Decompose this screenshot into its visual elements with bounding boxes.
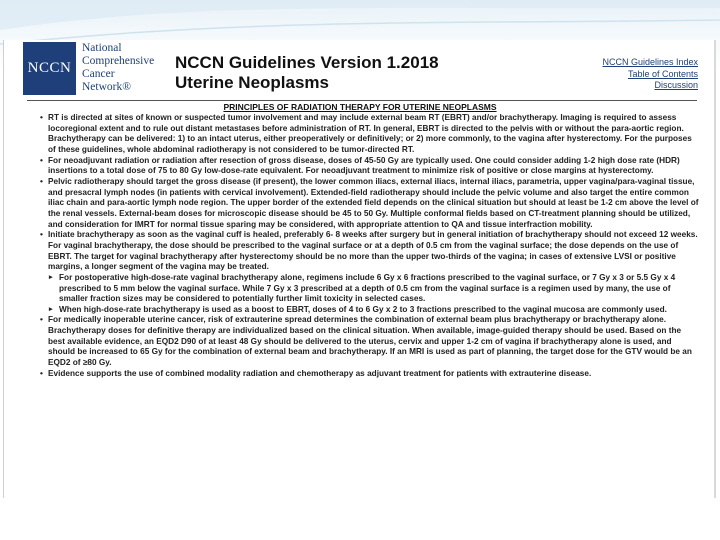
- principle-bullet: • Evidence supports the use of combined modality radiation and chemotherapy as adjuvant treatment for patients with extrauterine disease.: [40, 369, 700, 380]
- navigation-links: [602, 57, 698, 92]
- section-title: PRINCIPLES OF RADIATION THERAPY FOR UTERINE NEOPLASMS: [223, 102, 497, 112]
- organization-name: [82, 42, 172, 94]
- principle-bullet: • For medically inoperable uterine cancer, risk of extrauterine spread determines the combination of external beam plus brachytherapy or brachytherapy alone. Brachytherapy doses for definitive therapy are individualized based on the clinical situation. When available, image-guided therapy should be used. Based on the best available evidence, an EQD2 D90 of at least 48 Gy should be delivered to the uterus, cervix and upper 1-2 cm of vagina if brachytherapy alone is used, and should be increased to 65 Gy for the combination of external beam and brachytherapy. If an MRI is used as part of planning, the target dose for the GTV would be an EQD2 of ≥80 Gy.: [40, 315, 700, 368]
- guidelines-version-title: NCCN Guidelines Version 1.2018: [175, 53, 439, 72]
- org-name-line: Network®: [82, 81, 131, 93]
- principle-bullet: • Initiate brachytherapy as soon as the vaginal cuff is healed, preferably 6- 8 weeks after surgery but in general initiation of brachytherapy should not exceed 12 weeks. For vaginal brachytherapy, the dose should be prescribed to the vaginal surface or at a depth of 0.5 cm from the vaginal surface; the dose depends on the use of EBRT. The target for vaginal brachytherapy after hysterectomy should be no more than the upper two-thirds of the vagina; in cases of extensive LVSI or positive margins, a longer segment of the vagina may be treated.: [40, 230, 700, 273]
- guidelines-index-link[interactable]: NCCN Guidelines Index: [602, 57, 698, 67]
- guidelines-topic-title: Uterine Neoplasms: [175, 73, 329, 92]
- org-name-line: National: [82, 42, 122, 54]
- table-of-contents-link[interactable]: Table of Contents: [627, 68, 698, 79]
- header-divider: [27, 100, 697, 101]
- nccn-logo: NCCN: [23, 42, 76, 95]
- principle-sub-bullet: ▸ For postoperative high-dose-rate vaginal brachytherapy alone, regimens include 6 Gy x 6 fractions prescribed to the vaginal surface, or 7 Gy x 3 or 5.5 Gy x 4 prescribed to 5 mm below the vaginal surface. While 7 Gy x 3 prescribed at a depth of 0.5 cm from the vaginal surface is a regimen used by many, the use of smaller fraction sizes may be considered to potentially further limit toxicity in selected cases.: [40, 273, 700, 305]
- principle-bullet: • For neoadjuvant radiation or radiation after resection of gross disease, doses of 45-50 Gy are typically used. One could consider adding 1-2 high dose rate (HDR) insertions to a total dose of 75 to 80 Gy low-dose-rate equivalent. For neoadjuvant treatment to minimize risk of positive or close margins at hysterectomy.: [40, 156, 700, 177]
- discussion-link[interactable]: Discussion: [654, 80, 698, 90]
- radiation-therapy-principles: [40, 113, 700, 379]
- org-name-line: Comprehensive: [82, 55, 155, 67]
- principle-bullet: • Pelvic radiotherapy should target the gross disease (if present), the lower common iliacs, external iliacs, internal iliacs, parametria, upper vagina/para-vaginal tissue, and presacral lymph nodes (in patients with cervical involvement). Extended-field radiotherapy should include the pelvic volume and also target the entire common iliac chain and para-aortic lymph node region. The upper border of the extended field depends on the clinical situation but should at least be 1-2 cm above the level of the renal vessels. External-beam doses for microscopic disease should be 45 to 50 Gy. Multiple conformal fields based on CT-treatment planning should be utilized, and consideration for IMRT for normal tissue sparing may be considered, with appropriate attention to QA and tissue interfraction mobility.: [40, 177, 700, 230]
- principle-sub-bullet: ▸ When high-dose-rate brachytherapy is used as a boost to EBRT, doses of 4 to 6 Gy x 2 to 3 fractions prescribed to the vaginal mucosa are commonly used.: [40, 305, 700, 316]
- org-name-line: Cancer: [82, 68, 115, 80]
- principle-bullet: • RT is directed at sites of known or suspected tumor involvement and may include external beam RT (EBRT) and/or brachytherapy. Imaging is required to assess locoregional extent and to rule out distant metastases before administration of RT. In general, EBRT is directed to the pelvis with or without the para-aortic region. Brachytherapy can be delivered: 1) to an intact uterus, either preoperatively or definitively; or 2) more commonly, to the vagina after hysterectomy. For the purposes of these guidelines, whole abdominal radiotherapy is not considered to be tumor-directed RT.: [40, 113, 700, 156]
